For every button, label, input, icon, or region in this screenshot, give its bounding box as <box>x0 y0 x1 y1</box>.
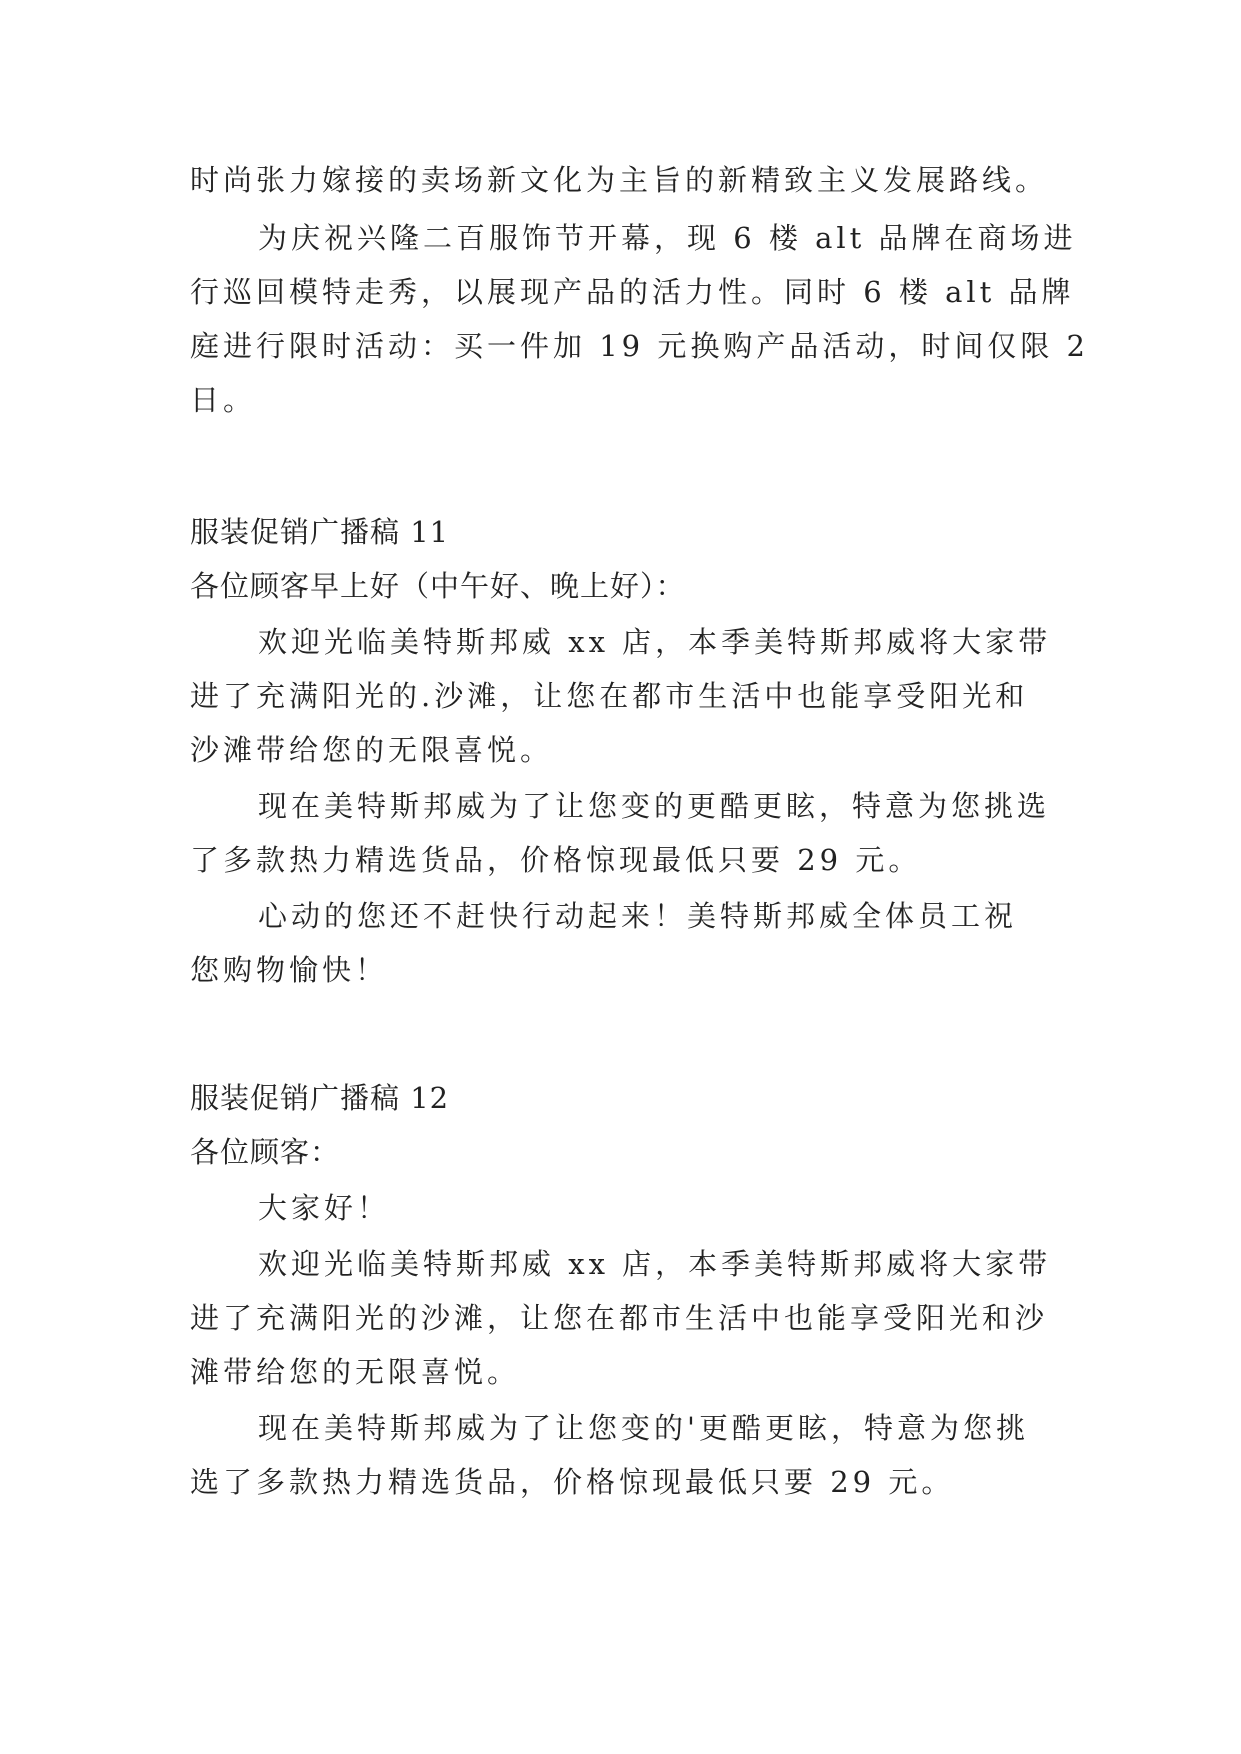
section-11-paragraph-1-line-3: 沙滩带给您的无限喜悦。 <box>190 733 554 767</box>
section-11-paragraph-1-line-1: 欢迎光临美特斯邦威 xx 店，本季美特斯邦威将大家带 <box>258 625 1052 659</box>
section-12-paragraph-1-line-1: 欢迎光临美特斯邦威 xx 店，本季美特斯邦威将大家带 <box>258 1247 1052 1281</box>
section-11-paragraph-3-line-2: 您购物愉快！ <box>190 953 389 987</box>
section-11-greeting: 各位顾客早上好（中午好、晚上好）： <box>190 569 686 603</box>
section-12-paragraph-2-line-1: 现在美特斯邦威为了让您变的'更酷更眩，特意为您挑 <box>258 1411 1029 1445</box>
section-12-greeting: 各位顾客： <box>190 1135 341 1169</box>
section-11-title: 服装促销广播稿 11 <box>190 515 450 549</box>
section-11-paragraph-1-line-2: 进了充满阳光的.沙滩，让您在都市生活中也能享受阳光和 <box>190 679 1029 713</box>
section-12-paragraph-1-line-2: 进了充满阳光的沙滩，让您在都市生活中也能享受阳光和沙 <box>190 1301 1049 1335</box>
intro-paragraph-2-line-3: 庭进行限时活动：买一件加 19 元换购产品活动，时间仅限 2 <box>190 329 1090 363</box>
intro-paragraph-2-line-4: 日。 <box>190 383 257 417</box>
intro-paragraph-2-line-1: 为庆祝兴隆二百服饰节开幕，现 6 楼 alt 品牌在商场进 <box>258 221 1077 255</box>
intro-paragraph-2-line-2: 行巡回模特走秀，以展现产品的活力性。同时 6 楼 alt 品牌 <box>190 275 1075 309</box>
intro-paragraph-1-line-1: 时尚张力嫁接的卖场新文化为主旨的新精致主义发展路线。 <box>190 163 1049 197</box>
section-12-paragraph-1-line-3: 滩带给您的无限喜悦。 <box>190 1355 521 1389</box>
section-11-paragraph-3-line-1: 心动的您还不赶快行动起来！美特斯邦威全体员工祝 <box>258 899 1018 933</box>
section-12-title: 服装促销广播稿 12 <box>190 1081 450 1115</box>
section-11-paragraph-2-line-2: 了多款热力精选货品，价格惊现最低只要 29 元。 <box>190 843 922 877</box>
section-12-paragraph-0-line-1: 大家好！ <box>258 1191 391 1225</box>
section-12-paragraph-2-line-2: 选了多款热力精选货品，价格惊现最低只要 29 元。 <box>190 1465 955 1499</box>
section-11-paragraph-2-line-1: 现在美特斯邦威为了让您变的更酷更眩，特意为您挑选 <box>258 789 1051 823</box>
